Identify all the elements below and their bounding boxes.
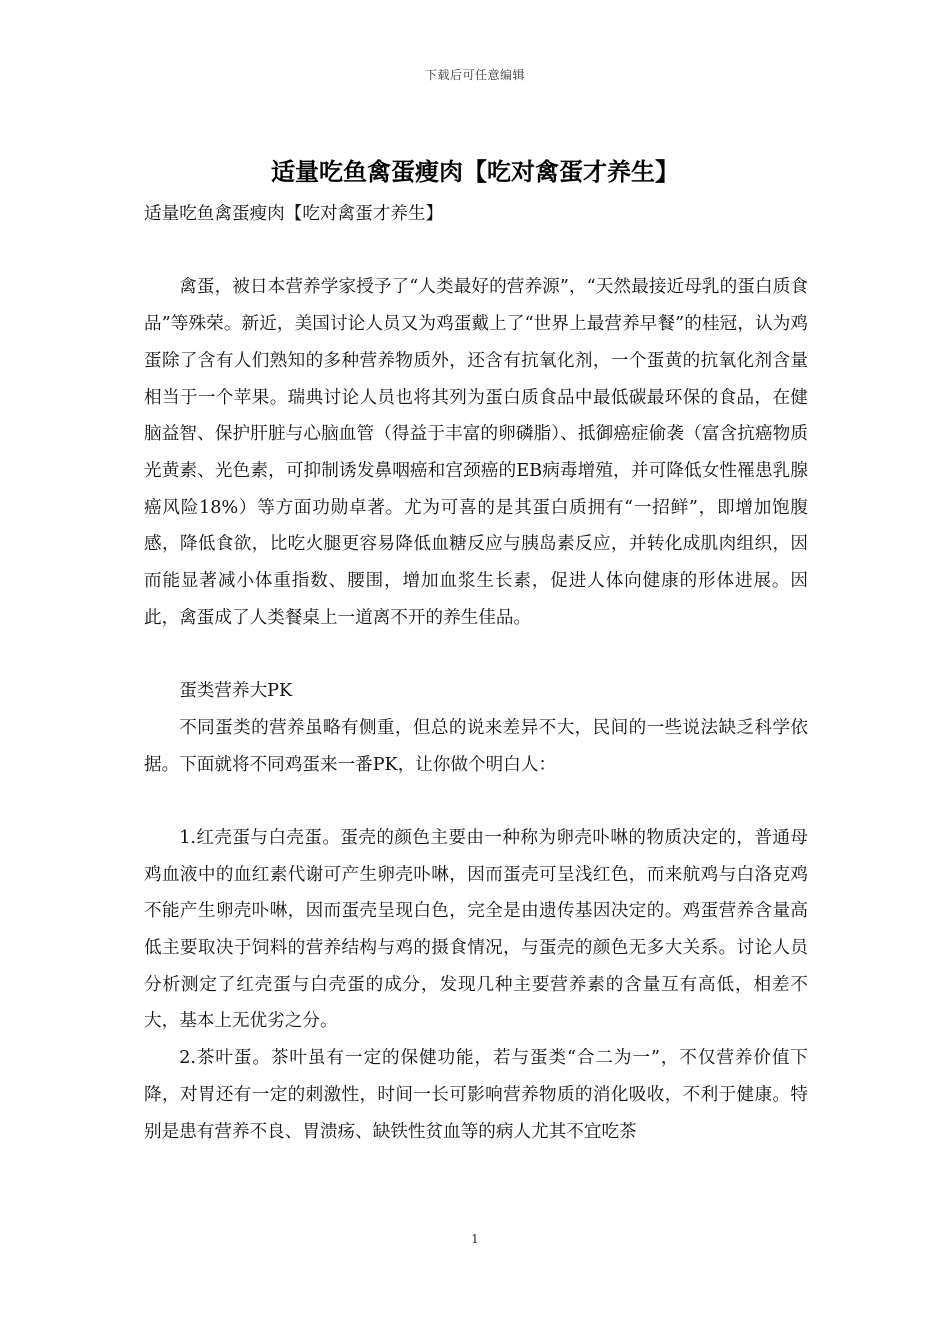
page-number: 1 bbox=[471, 1232, 479, 1246]
intro-paragraph: 禽蛋，被日本营养学家授予了“人类最好的营养源”，“天然最接近母乳的蛋白质食品”等殊荣。新近，美国讨论人员又为鸡蛋戴上了“世界上最营养早餐”的桂冠，认为鸡蛋除了含有人们熟知的多种营养物质外，还含有抗氧化剂，一个蛋黄的抗氧化剂含量相当于一个苹果。瑞典讨论人员也将其列为蛋白质食品中最低碳最环保的食品，在健脑益智、保护肝脏与心脑血管（得益于丰富的卵磷脂）、抵御癌症偷袭（富含抗癌物质光黄素、光色素，可抑制诱发鼻咽癌和宫颈癌的EB病毒增殖，并可降低女性罹患乳腺癌风险18%）等方面功勋卓著。尤为可喜的是其蛋白质拥有“一招鲜”，即增加饱腹感，降低食欲，比吃火腿更容易降低血糖反应与胰岛素反应，并转化成肌肉组织，因而能显著减小体重指数、腰围，增加血浆生长素，促进人体向健康的形体进展。因此，禽蛋成了人类餐桌上一道离不开的养生佳品。 bbox=[144, 277, 808, 628]
page-header-note: 下载后可任意编辑 bbox=[424, 68, 525, 82]
paragraph-spacer bbox=[144, 783, 808, 820]
paragraph-spacer bbox=[144, 636, 808, 673]
section-intro-paragraph: 不同蛋类的营养虽略有侧重，但总的说来差异不大，民间的一些说法缺乏科学依据。下面就将不同鸡蛋来一番PK，让你做个明白人： bbox=[144, 717, 808, 775]
section-heading: 蛋类营养大PK bbox=[179, 681, 293, 702]
document-body bbox=[144, 196, 808, 1150]
list-item-red-white-shell: 1.红壳蛋与白壳蛋。蛋壳的颜色主要由一种称为卵壳卟啉的物质决定的，普通母鸡血液中的血红素代谢可产生卵壳卟啉，因而蛋壳可呈浅红色，而来航鸡与白洛克鸡不能产生卵壳卟啉，因而蛋壳呈现白色，完全是由遗传基因决定的。鸡蛋营养含量高低主要取决于饲料的营养结构与鸡的摄食情况，与蛋壳的颜色无多大关系。讨论人员分析测定了红壳蛋与白壳蛋的成分，发现几种主要营养素的含量互有高低，相差不大，基本上无优劣之分。 bbox=[144, 827, 808, 1032]
list-item-tea-egg: 2.茶叶蛋。茶叶虽有一定的保健功能，若与蛋类“合二为一”，不仅营养价值下降，对胃还有一定的刺激性，时间一长可影响营养物质的消化吸收，不利于健康。特别是患有营养不良、胃溃疡、缺铁性贫血等的病人尤其不宜吃茶 bbox=[144, 1048, 808, 1142]
document-title: 适量吃鱼禽蛋瘦肉【吃对禽蛋才养生】 bbox=[271, 158, 679, 186]
document-subtitle: 适量吃鱼禽蛋瘦肉【吃对禽蛋才养生】 bbox=[144, 204, 444, 224]
paragraph-spacer bbox=[144, 233, 808, 270]
